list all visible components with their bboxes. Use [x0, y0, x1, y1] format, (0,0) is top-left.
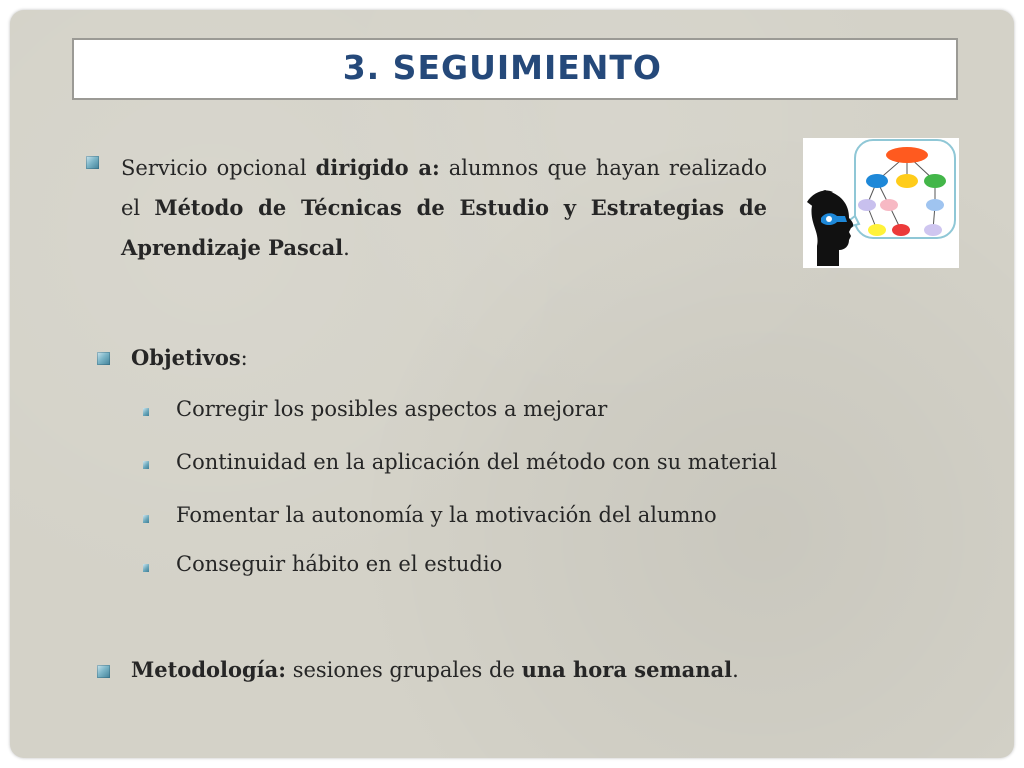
intro-bold-metodo: Método de Técnicas de Estudio y Estrategias de — [154, 195, 767, 220]
person-thinking-diagram-icon — [803, 138, 959, 268]
metodologia-label: Metodología: — [131, 657, 287, 682]
intro-text: alumnos que hayan realizado — [439, 156, 767, 180]
intro-line-1 — [121, 148, 767, 188]
intro-text: . — [343, 236, 350, 260]
intro-text: Servicio opcional — [121, 156, 316, 180]
metodologia-bold: una hora semanal — [521, 657, 733, 682]
slide-title: 3. SEGUIMIENTO — [342, 48, 662, 87]
bullet-icon — [86, 156, 99, 169]
objetivo-item: Continuidad en la aplicación del método con su material — [176, 450, 778, 474]
sub-bullet-icon — [143, 515, 149, 523]
intro-line-2 — [121, 188, 767, 228]
objetivo-item: Conseguir hábito en el estudio — [176, 552, 503, 576]
intro-bold-dirigido: dirigido a: — [315, 155, 440, 180]
objetivos-colon: : — [240, 346, 248, 370]
metodologia-line — [131, 657, 739, 682]
metodologia-text: sesiones grupales de — [286, 658, 522, 682]
intro-line-3 — [121, 228, 767, 268]
title-box — [72, 38, 958, 100]
intro-paragraph — [121, 148, 767, 268]
sub-bullet-icon — [143, 461, 149, 469]
objetivos-label: Objetivos — [131, 345, 241, 370]
sub-bullet-icon — [143, 408, 149, 416]
metodologia-text: . — [732, 658, 739, 682]
objetivos-heading — [131, 345, 248, 370]
objetivo-item: Fomentar la autonomía y la motivación del alumno — [176, 503, 717, 527]
intro-bold-pascal: Aprendizaje Pascal — [121, 235, 344, 260]
slide-background — [10, 10, 1014, 758]
sub-bullet-icon — [143, 564, 149, 572]
objetivo-item: Corregir los posibles aspectos a mejorar — [176, 397, 608, 421]
bullet-icon — [97, 352, 110, 365]
bullet-icon — [97, 665, 110, 678]
intro-text: el — [121, 196, 155, 220]
